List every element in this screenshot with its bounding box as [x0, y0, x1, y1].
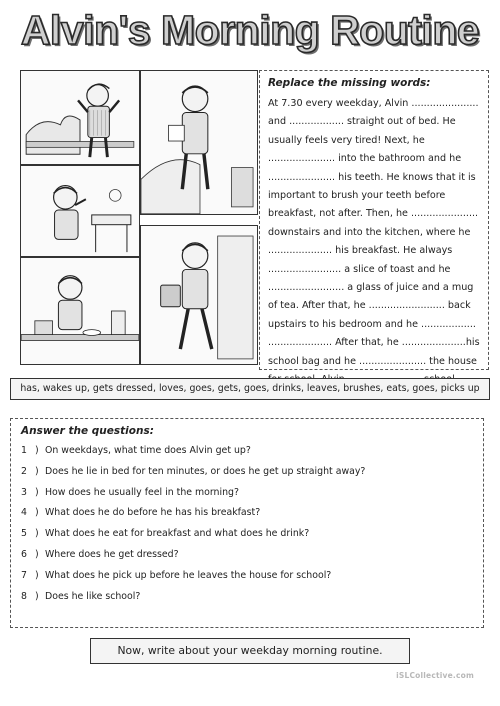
- worksheet-title: Alvin's Morning Routine: [20, 7, 480, 53]
- question-item: 3 ) How does he usually feel in the morning?: [21, 486, 239, 498]
- writing-prompt: Now, write about your weekday morning routine.: [90, 638, 410, 664]
- illustration-eating-breakfast: [20, 257, 140, 365]
- question-item: 7 ) What does he pick up before he leaves the house for school?: [21, 569, 332, 581]
- boy-standing-icon: [141, 71, 257, 214]
- question-item: 6 ) Where does he get dressed?: [21, 548, 179, 560]
- passage-line: breakfast, not after. Then, he ......................: [268, 208, 479, 220]
- question-text: What does he pick up before he leaves the house for school?: [45, 569, 332, 581]
- passage-line: and .................. straight out of bed. He: [268, 116, 456, 128]
- question-text: Does he like school?: [45, 590, 141, 602]
- question-text: What does he eat for breakfast and what does he drink?: [45, 528, 310, 540]
- question-text: Where does he get dressed?: [45, 548, 179, 560]
- illustration-getting-ready: [140, 70, 258, 215]
- passage-line: downstairs and into the kitchen, where he: [268, 226, 471, 238]
- bathroom-sink-icon: [21, 166, 139, 256]
- site-watermark: iSLCollective.com: [396, 671, 474, 680]
- boy-with-schoolbag-icon: [141, 226, 257, 364]
- question-item: 8 ) Does he like school?: [21, 590, 141, 602]
- passage-line: important to brush your teeth before: [268, 190, 446, 202]
- passage-line: school bag and he ...................... the house: [268, 355, 477, 367]
- passage-line: ..................... After that, he .....................his: [268, 337, 480, 349]
- passage-line: ...................... into the bathroom and he: [268, 153, 462, 165]
- fill-in-blanks-box: [259, 70, 489, 370]
- question-text: Does he lie in bed for ten minutes, or does he get up straight away?: [45, 465, 366, 477]
- illustration-brushing-teeth: [20, 165, 140, 257]
- passage-line: ...................... his teeth. He knows that it is: [268, 171, 476, 183]
- question-item: 4 ) What does he do before he has his breakfast?: [21, 507, 261, 519]
- question-item: 2 ) Does he lie in bed for ten minutes, or does he get up straight away?: [21, 465, 366, 477]
- passage-line: upstairs to his bedroom and he ..................: [268, 318, 476, 330]
- question-text: How does he usually feel in the morning?: [45, 486, 239, 498]
- bed-illustration-icon: [21, 71, 139, 164]
- question-text: On weekdays, what time does Alvin get up?: [45, 445, 251, 456]
- question-item: 1 ) On weekdays, what time does Alvin get up?: [21, 445, 251, 456]
- illustration-waking-up: [20, 70, 140, 165]
- questions-heading: Answer the questions:: [21, 425, 154, 437]
- word-bank: has, wakes up, gets dressed, loves, goes, gets, goes, drinks, leaves, brushes, eats, goes, picks up: [10, 378, 490, 400]
- passage-line: ......................... a glass of juice and a mug: [268, 282, 474, 294]
- questions-box: [10, 418, 484, 628]
- question-text: What does he do before he has his breakfast?: [45, 507, 261, 519]
- fill-in-heading: Replace the missing words:: [268, 77, 431, 89]
- breakfast-table-icon: [21, 258, 139, 364]
- passage-line: At 7.30 every weekday, Alvin ......................: [268, 98, 479, 109]
- passage-line: of tea. After that, he ......................... back: [268, 300, 471, 312]
- question-item: 5 ) What does he eat for breakfast and what does he drink?: [21, 528, 310, 540]
- passage-line: usually feels very tired! Next, he: [268, 134, 425, 146]
- illustration-going-downstairs: [140, 215, 258, 225]
- questions-list: [21, 441, 473, 607]
- illustration-leaving-for-school: [140, 225, 258, 365]
- passage-line: ..................... his breakfast. He always: [268, 245, 453, 257]
- passage-line: ........................ a slice of toast and he: [268, 263, 451, 275]
- fill-in-passage: [268, 95, 480, 390]
